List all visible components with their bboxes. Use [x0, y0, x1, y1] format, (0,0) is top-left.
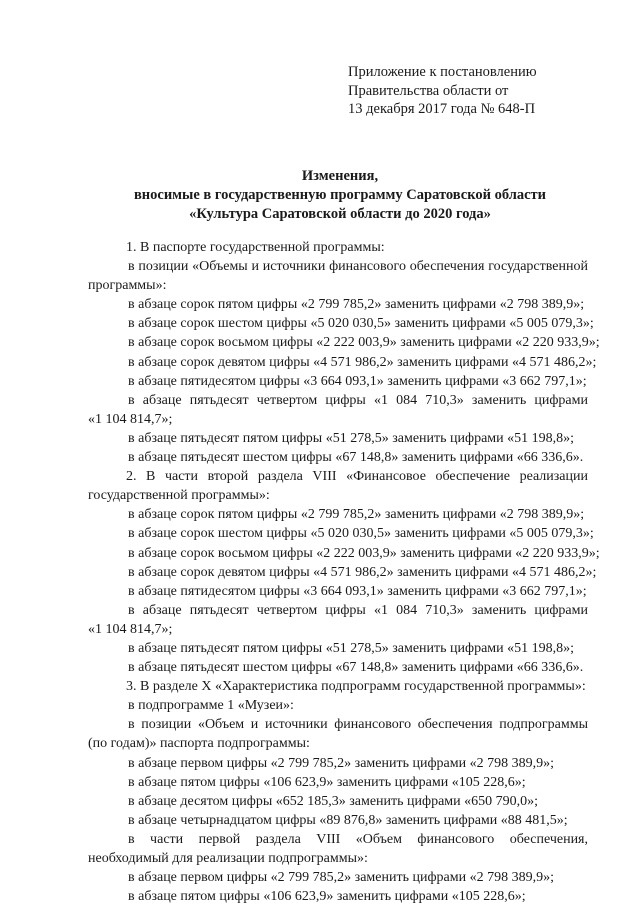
- body-line: в абзаце сорок восьмом цифры «2 222 003,9» заменить цифрами «2 220 933,9»;: [128, 335, 600, 351]
- body-line: в абзаце пятьдесят четвертом цифры «1 084 710,3» заменить цифрами: [128, 602, 588, 618]
- body-line: в абзаце сорок восьмом цифры «2 222 003,9» заменить цифрами «2 220 933,9»;: [128, 545, 600, 561]
- body-line: в абзаце пятьдесят пятом цифры «51 278,5» заменить цифрами «51 198,8»;: [128, 430, 575, 446]
- body-line: в позиции «Объемы и источники финансового обеспечения государственной: [128, 259, 588, 275]
- section-heading: 2. В части второй раздела VIII «Финансовое обеспечение реализации: [126, 469, 588, 485]
- body-line: в позиции «Объем и источники финансового обеспечения подпрограммы: [128, 717, 588, 733]
- body-line: в абзаце пятидесятом цифры «3 664 093,1» заменить цифрами «3 662 797,1»;: [128, 373, 587, 389]
- body-line: в абзаце сорок шестом цифры «5 020 030,5» заменить цифрами «5 005 079,3»;: [128, 526, 594, 542]
- body-line: в абзаце пятьдесят шестом цифры «67 148,8» заменить цифрами «66 336,6».: [128, 660, 584, 676]
- body-line: в абзаце сорок пятом цифры «2 799 785,2» заменить цифрами «2 798 389,9»;: [128, 507, 585, 523]
- document-title: [80, 167, 600, 224]
- body-line: в абзаце десятом цифры «652 185,3» заменить цифрами «650 790,0»;: [128, 793, 539, 809]
- body-line: в абзаце первом цифры «2 799 785,2» заменить цифрами «2 798 389,9»;: [128, 755, 554, 771]
- header-line: Правительства области от: [348, 82, 509, 99]
- section-heading: 1. В паспорте государственной программы:: [126, 240, 385, 255]
- body-line: (по годам)» паспорта подпрограммы:: [88, 736, 310, 752]
- title-line: «Культура Саратовской области до 2020 года»: [189, 206, 491, 222]
- header-line: 13 декабря 2017 года № 648-П: [348, 101, 536, 117]
- body-line: «1 104 814,7»;: [88, 411, 173, 427]
- section-heading: 3. В разделе X «Характеристика подпрограмм государственной программы»:: [126, 679, 586, 695]
- body-line: в абзаце пятьдесят шестом цифры «67 148,8» заменить цифрами «66 336,6».: [128, 450, 584, 466]
- body-line: в части первой раздела VIII «Объем финансового обеспечения,: [128, 831, 588, 847]
- title-line: Изменения,: [301, 168, 379, 184]
- body-line: в абзаце сорок шестом цифры «5 020 030,5» заменить цифрами «5 005 079,3»;: [128, 316, 594, 332]
- body-line: в абзаце первом цифры «2 799 785,2» заменить цифрами «2 798 389,9»;: [128, 870, 554, 886]
- document-body: [88, 238, 600, 906]
- body-line: в абзаце четырнадцатом цифры «89 876,8» заменить цифрами «88 481,5»;: [128, 812, 568, 828]
- body-line: государственной программы»:: [88, 488, 270, 504]
- appendix-header: [348, 63, 537, 119]
- body-line: в абзаце сорок девятом цифры «4 571 986,2» заменить цифрами «4 571 486,2»;: [128, 564, 597, 580]
- body-line: в абзаце пятом цифры «106 623,9» заменить цифрами «105 228,6»;: [128, 889, 526, 905]
- body-line: в абзаце пятом цифры «106 623,9» заменить цифрами «105 228,6»;: [128, 774, 526, 790]
- body-line: в абзаце сорок девятом цифры «4 571 986,2» заменить цифрами «4 571 486,2»;: [128, 354, 597, 370]
- body-line: в абзаце пятьдесят пятом цифры «51 278,5» заменить цифрами «51 198,8»;: [128, 640, 575, 656]
- body-line: «1 104 814,7»;: [88, 621, 173, 637]
- body-line: в абзаце пятьдесят четвертом цифры «1 084 710,3» заменить цифрами: [128, 392, 588, 408]
- body-line: в абзаце сорок пятом цифры «2 799 785,2» заменить цифрами «2 798 389,9»;: [128, 297, 585, 313]
- body-line: в подпрограмме 1 «Музеи»:: [128, 698, 294, 714]
- body-line: программы»:: [88, 278, 167, 294]
- title-line: вносимые в государственную программу Саратовской области: [133, 187, 547, 203]
- body-line: в абзаце пятидесятом цифры «3 664 093,1» заменить цифрами «3 662 797,1»;: [128, 583, 587, 599]
- body-line: необходимый для реализации подпрограммы»:: [88, 851, 368, 866]
- header-line: Приложение к постановлению: [348, 64, 537, 80]
